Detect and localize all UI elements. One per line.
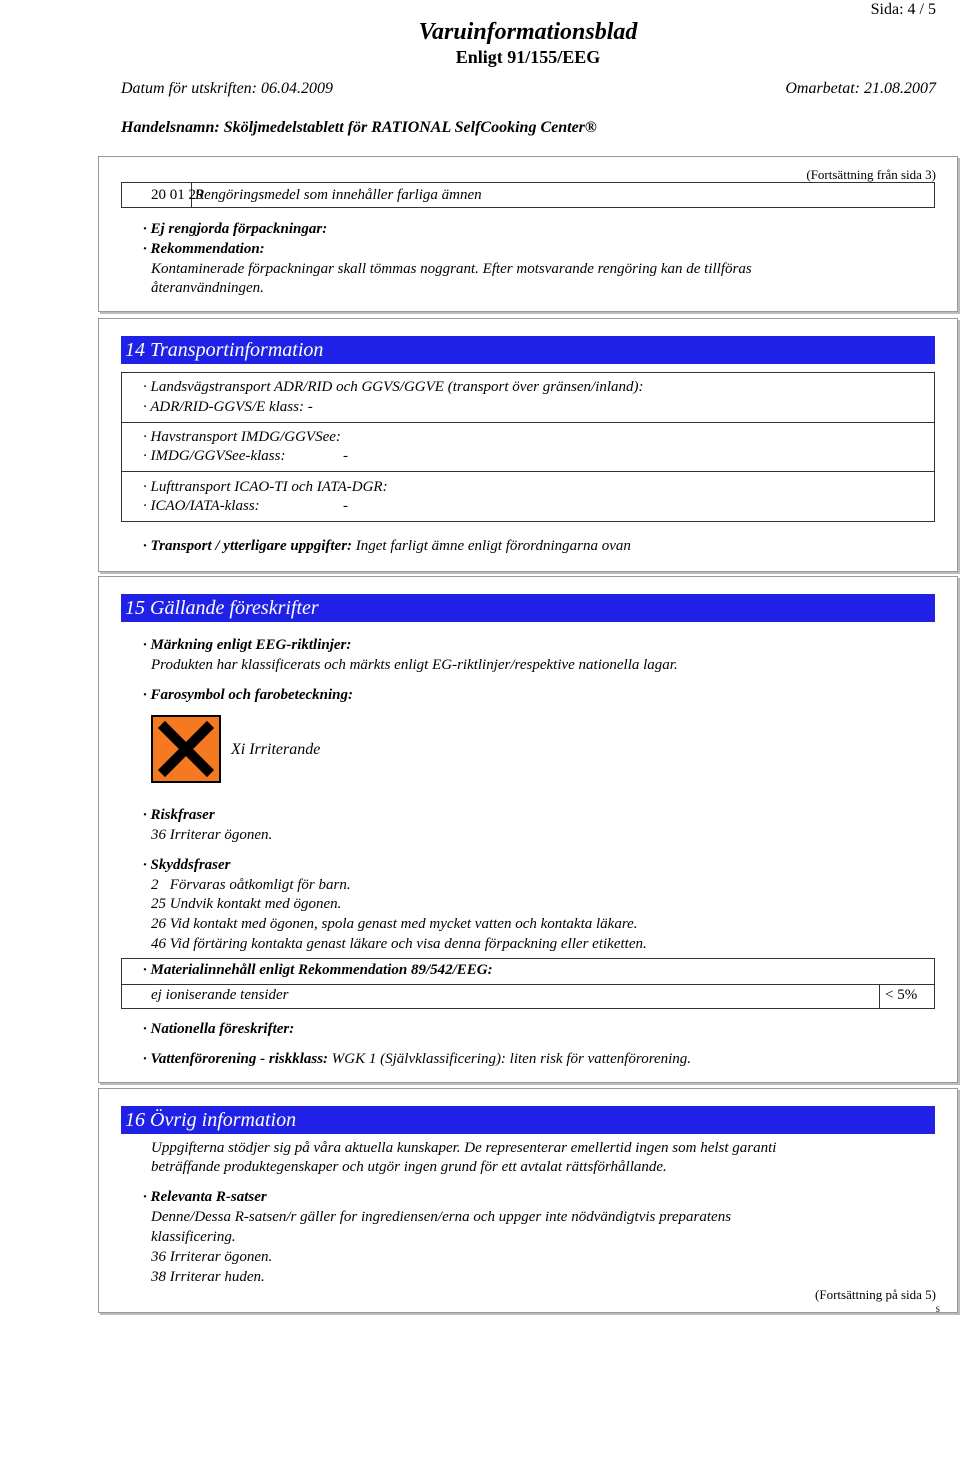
trade-name: Handelsnamn: Sköljmedelstablett för RATIONAL SelfCooking Center® (121, 119, 597, 136)
water-hazard (143, 1050, 691, 1069)
section-16-heading: 16 Övrig information (121, 1106, 935, 1134)
transport-further-value: Inget farligt ämne enligt förordningarna ovan (355, 538, 631, 554)
relevant-r-phrases-text: Denne/Dessa R-satsen/r gäller for ingrediensen/erna och uppger inte nödvändigtvis preparatens (151, 1209, 732, 1225)
document-title: Varuinformationsblad (418, 19, 638, 45)
sea-transport-class-value: - (343, 448, 348, 464)
safety-phrase: 46 Vid förtäring kontakta genast läkare och visa denna förpackning eller etiketten. (151, 936, 647, 952)
recommendation-text-2: återanvändningen. (151, 280, 264, 296)
relevant-r-phrase: 38 Irriterar huden. (151, 1269, 265, 1285)
air-transport-class-value: - (343, 498, 348, 514)
hazard-symbol-text: Xi Irriterande (231, 741, 321, 758)
relevant-r-phrases-text-2: klassificering. (151, 1229, 236, 1245)
waste-code: 20 01 29 (151, 187, 204, 203)
transport-further-info (143, 537, 631, 556)
recommendation-label: · Rekommendation: (143, 241, 265, 257)
sea-transport-label: · Havstransport IMDG/GGVSee: (143, 429, 341, 445)
national-regulations-label: · Nationella föreskrifter: (143, 1021, 295, 1037)
table-divider (122, 422, 934, 423)
recommendation-text: Kontaminerade förpackningar skall tömmas noggrant. Efter motsvarande rengöring kan de tillföras (151, 261, 752, 277)
marking-label: · Märkning enligt EEG-riktlinjer: (143, 637, 352, 653)
table-divider (122, 471, 934, 472)
risk-phrases-label: · Riskfraser (143, 807, 215, 823)
continued-to: (Fortsättning på sida 5) (815, 1287, 936, 1302)
safety-phrase: 25 Undvik kontakt med ögonen. (151, 896, 342, 912)
waste-code-table (121, 182, 935, 208)
continued-from: (Fortsättning från sida 3) (806, 167, 936, 182)
risk-phrase: 36 Irriterar ögonen. (151, 827, 273, 843)
air-transport-class-label: · ICAO/IATA-klass: (143, 498, 260, 514)
road-transport-class: · ADR/RID-GGVS/E klass: - (143, 399, 313, 415)
footer-mark: S (935, 1305, 940, 1314)
relevant-r-phrase: 36 Irriterar ögonen. (151, 1249, 273, 1265)
page-number: Sida: 4 / 5 (870, 1, 936, 18)
transport-further-label: · Transport / ytterligare uppgifter: (143, 538, 353, 554)
revision-date: Omarbetat: 21.08.2007 (785, 80, 936, 97)
water-hazard-label: · Vattenförorening - riskklass: (143, 1051, 329, 1067)
road-transport-label: · Landsvägstransport ADR/RID och GGVS/GGVE (transport över gränsen/inland): (143, 379, 644, 395)
safety-phrases-label: · Skyddsfraser (143, 857, 231, 873)
water-hazard-value: WGK 1 (Självklassificering): liten risk för vattenförorening. (331, 1051, 692, 1067)
waste-description: Rengöringsmedel som innehåller farliga ämnen (195, 187, 482, 203)
section-15-heading: 15 Gällande föreskrifter (121, 594, 935, 622)
xi-hazard-icon (151, 715, 221, 783)
safety-phrase: 2 Förvaras oåtkomligt för barn. (151, 877, 351, 893)
uncleaned-packaging-label: · Ej rengjorda förpackningar: (143, 221, 328, 237)
safety-phrase: 26 Vid kontakt med ögonen, spola genast med mycket vatten och kontakta läkare. (151, 916, 638, 932)
hazard-symbol-label: · Farosymbol och farobeteckning: (143, 687, 353, 703)
document-subtitle: Enligt 91/155/EEG (455, 47, 601, 67)
marking-text: Produkten har klassificerats och märkts enligt EG-riktlinjer/respektive nationella lagar. (151, 657, 678, 673)
air-transport-label: · Lufttransport ICAO-TI och IATA-DGR: (143, 479, 388, 495)
other-info-text-2: beträffande produktegenskaper och utgör ingen grund för ett avtalat rättsförhållande. (151, 1159, 667, 1175)
relevant-r-phrases-label: · Relevanta R-satser (143, 1189, 267, 1205)
table-divider (879, 984, 880, 1008)
material-content-label: · Materialinnehåll enligt Rekommendation 89/542/EEG: (143, 962, 493, 978)
section-14-heading: 14 Transportinformation (121, 336, 935, 364)
table-divider (122, 984, 934, 985)
other-info-text: Uppgifterna stödjer sig på våra aktuella kunskaper. De representerar emellertid ingen som helst garanti (151, 1140, 777, 1156)
material-content-value: < 5% (885, 987, 918, 1003)
material-content-item: ej ioniserande tensider (151, 987, 289, 1003)
sea-transport-class-label: · IMDG/GGVSee-klass: (143, 448, 286, 464)
print-date: Datum för utskriften: 06.04.2009 (121, 80, 333, 97)
